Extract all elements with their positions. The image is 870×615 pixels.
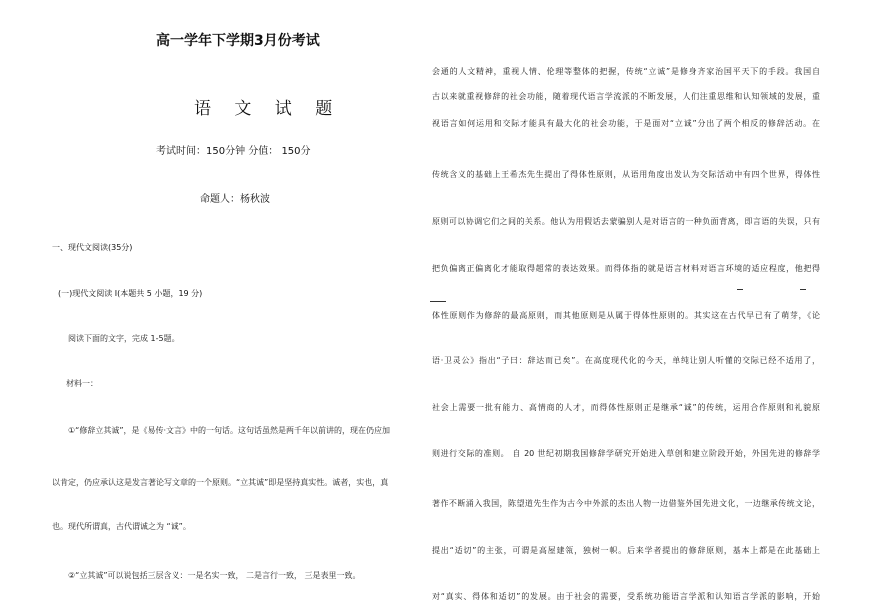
- instruction-text: 阅读下面的文字，完成 1-5题。: [68, 334, 180, 343]
- right-line-4: 传统含义的基础上王希杰先生提出了得体性原则，从语用角度出发认为交际活动中有四个世界，得体性: [432, 170, 820, 179]
- right-line-8: 语·卫灵公》指出“子曰：辞达而已矣”。在高度现代化的今天，单纯让别人听懂的交际已经不适用了，: [432, 356, 820, 365]
- subject-title: 语 文 试 题: [194, 99, 342, 119]
- right-line-10: 则进行交际的准则。 自 20 世纪初期我国修辞学研究开始进入草创和建立阶段开始，外国先进的修辞学: [432, 449, 820, 458]
- material-label: 材料一：: [66, 379, 98, 388]
- right-line-1: 会通的人文精神，重视人情、伦理等整体的把握，传统“立诚”是修身齐家治国平天下的手段。我国自: [432, 67, 820, 76]
- right-line-11: 著作不断涌入我国，陈望道先生作为古今中外派的杰出人物一边借鉴外国先进文化，一边继承传统文论，: [432, 499, 820, 508]
- exam-time-score: 考试时间：150分钟 分值： 150分: [156, 146, 311, 157]
- right-column: [432, 0, 820, 615]
- right-line-12: 提出“适切”的主张，可谓是高屋建瓴，独树一帜。后来学者提出的修辞原则，基本上都是在此基础上: [432, 546, 820, 555]
- section-heading: 一、现代文阅读(35分): [52, 243, 133, 252]
- rule-mark: [737, 289, 743, 290]
- right-line-3: 视语言如何运用和交际才能具有最大化的社会功能，于是面对“立诚”分出了两个相反的修辞活动。在: [432, 119, 820, 128]
- rule-mark: [430, 301, 446, 302]
- subsection-heading: (一)现代文阅读 I(本题共 5 小题，19 分): [58, 289, 203, 298]
- rule-mark: [800, 289, 806, 290]
- paragraph-2-line-1: ②“立其诚”可以说包括三层含义：一是名实一致， 二是言行一致， 三是表里一致。: [68, 571, 361, 580]
- exam-author: 命题人：杨秋波: [200, 194, 270, 205]
- right-line-13: 对“真实、得体和适切”的发展。由于社会的需要，受系统功能语言学派和认知语言学派的影响，开始: [432, 592, 820, 601]
- right-line-9: 社会上需要一批有能力、高情商的人才，而得体性原则正是继承“诚”的传统，运用合作原则和礼貌原: [432, 403, 820, 412]
- right-line-6: 把负偏离正偏离化才能取得超常的表达效果。而得体指的就是语言材料对语言环境的适应程度，他把得: [432, 264, 820, 273]
- right-line-5: 原则可以协调它们之间的关系。他认为用假话去蒙骗别人是对语言的一种负面背离，即言语的失误，只有: [432, 217, 820, 226]
- paragraph-1-line-3: 也。现代所谓真，古代谓诚之为 “诚”。: [52, 522, 191, 531]
- right-line-2: 古以来就重视修辞的社会功能，随着现代语言学流派的不断发展，人们注重思维和认知领域的发展，重: [432, 92, 820, 101]
- exam-title: 高一学年下学期3月份考试: [156, 33, 320, 49]
- right-line-7: 体性原则作为修辞的最高原则，而其他原则是从属于得体性原则的。其实这在古代早已有了萌芽，《论: [432, 311, 820, 320]
- paragraph-1-line-2: 以肯定，仍应承认这是发言著论写文章的一个原则。“立其诚”即是坚持真实性。诚者，实也，真: [52, 478, 389, 487]
- paragraph-1-line-1: ①“修辞立其诚”，是《易传·文言》中的一句话。这句话虽然是两千年以前讲的，现在仍应加: [68, 426, 390, 435]
